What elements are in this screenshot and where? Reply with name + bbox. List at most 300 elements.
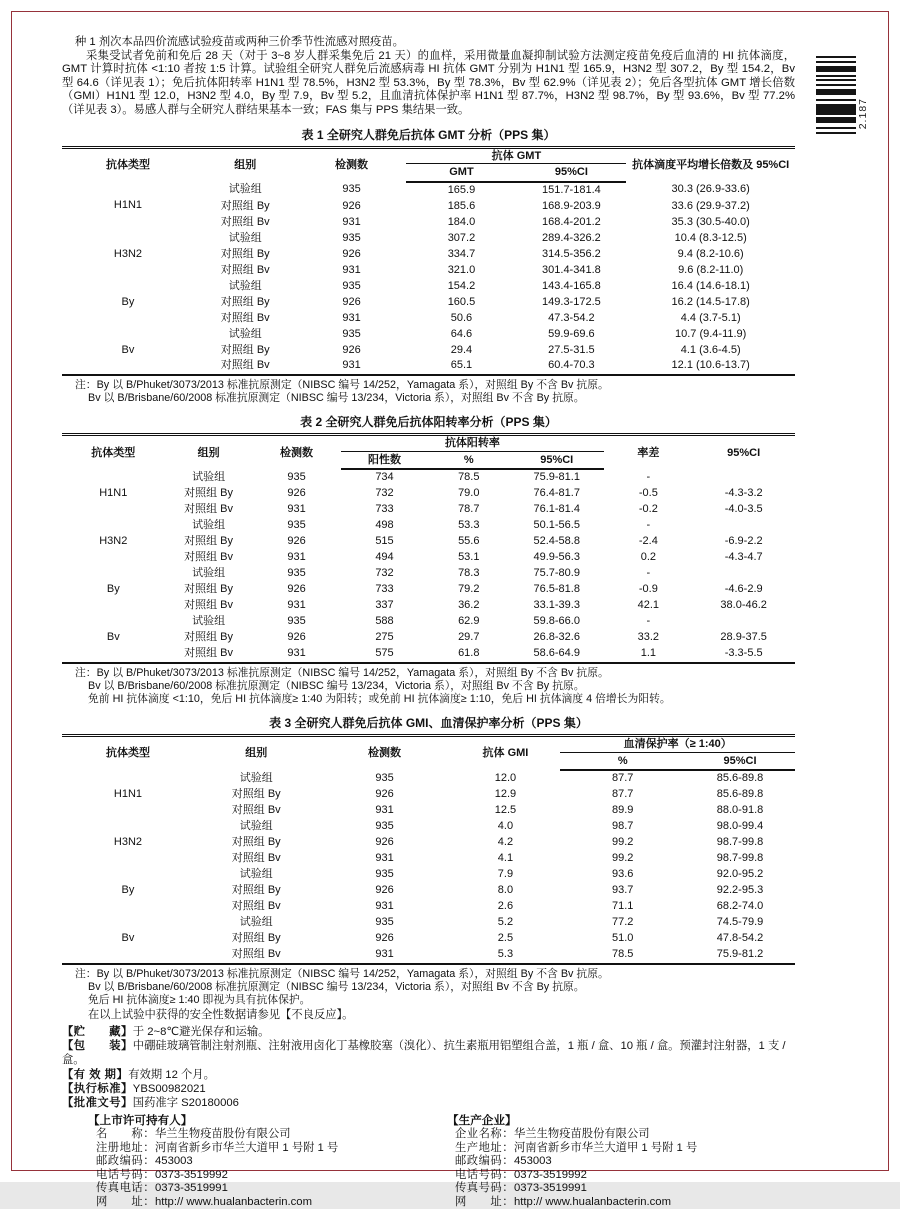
data-cell: 8.0 (497, 884, 514, 897)
label-value-line (88, 1142, 447, 1156)
data-cell: 289.4-326.2 (542, 231, 601, 244)
line-label: 邮政编码： (455, 1155, 514, 1168)
data-cell: 5.3 (497, 948, 514, 961)
label-value-line (447, 1182, 795, 1196)
data-cell: 36.2 (458, 599, 480, 612)
data-cell: 75.7-80.9 (533, 567, 580, 580)
data-cell: 对照组 By (184, 487, 234, 500)
data-cell: 对照组 By (231, 788, 281, 801)
data-cell: 931 (287, 503, 306, 516)
data-cell: 对照组 Bv (184, 647, 234, 660)
line-label: 网 址： (96, 1195, 155, 1208)
table3-block (62, 714, 795, 1007)
data-cell: 515 (375, 535, 394, 548)
barcode-bar (816, 89, 856, 95)
data-cell: 732 (375, 487, 394, 500)
data-cell: 935 (375, 820, 394, 833)
line-label: 【执行标准】 (62, 1082, 133, 1095)
data-cell: 试验组 (192, 519, 226, 532)
table-row (62, 582, 795, 598)
data-cell (692, 518, 795, 534)
label-value-line (62, 1039, 795, 1067)
note-line: 注：By 以 B/Phuket/3073/2013 标准抗原测定（NIBSC 编号 14/252，Yamagata 系），对照组 By 不含 Bv 抗原。 (75, 667, 609, 680)
data-cell: 4.0 (497, 820, 514, 833)
barcode (816, 56, 869, 134)
data-cell: 12.9 (494, 788, 517, 801)
data-cell: 98.0-99.4 (716, 820, 764, 833)
col-header-percent: % (428, 451, 509, 469)
data-cell: 151.7-181.4 (542, 183, 601, 196)
label-value-line (88, 1182, 447, 1196)
data-cell: -0.5 (638, 487, 658, 500)
table-row (62, 231, 795, 247)
line-value: 0373-3519992 (514, 1168, 587, 1181)
data-cell: 76.4-81.7 (533, 487, 580, 500)
data-cell: 49.9-56.3 (533, 551, 580, 564)
data-cell: 85.6-89.8 (716, 788, 764, 801)
data-cell: 275 (375, 631, 394, 644)
data-cell: 52.4-58.8 (533, 535, 580, 548)
line-label: 注册地址： (96, 1141, 155, 1154)
barcode-bar (816, 99, 856, 101)
line-label: 网 址： (455, 1195, 514, 1208)
data-cell: 35.3 (30.5-40.0) (671, 215, 750, 228)
antibody-type-cell: H1N1 (99, 486, 128, 499)
data-cell: 184.0 (447, 215, 476, 228)
label-value-line (62, 1096, 795, 1110)
data-cell: - (646, 567, 651, 580)
data-cell: 185.6 (447, 199, 476, 212)
data-cell: 931 (342, 215, 361, 228)
data-cell: 对照组 Bv (220, 359, 270, 372)
col-header-ci: 95%CI (516, 164, 626, 182)
data-cell: 79.2 (458, 583, 480, 596)
data-cell: 2.6 (497, 900, 514, 913)
licensee-title: 【上市许可持有人】 (88, 1114, 193, 1128)
data-cell: 76.5-81.8 (533, 583, 580, 596)
document-content (62, 36, 795, 1209)
line-value: 0373-3519992 (155, 1168, 228, 1181)
col-header-tested: 检测数 (335, 158, 369, 171)
data-cell: 931 (342, 311, 361, 324)
col-header-ci: 95%CI (685, 752, 795, 770)
line-value: http:// www.hualanbacterin.com (514, 1195, 671, 1208)
data-cell: -6.9-2.2 (724, 535, 763, 548)
barcode-bar (816, 132, 856, 134)
data-cell: 314.5-356.2 (542, 247, 601, 260)
table-row (62, 770, 795, 787)
table-row (62, 182, 795, 199)
table2-title: 表 2 全研究人群免后抗体阳转率分析（PPS 集） (300, 415, 557, 430)
note-line: 免后 HI 抗体滴度≥ 1:40 即视为具有抗体保护。 (88, 994, 311, 1006)
table3-title: 表 3 全研究人群免后抗体 GMI、血清保护率分析（PPS 集） (269, 716, 588, 731)
note-line: 注：By 以 B/Phuket/3073/2013 标准抗原测定（NIBSC 编号 14/252，Yamagata 系），对照组 By 不含 Bv 抗原。 (75, 379, 609, 392)
data-cell: 7.9 (497, 868, 514, 881)
col-header-gmt: GMT (406, 164, 516, 182)
data-cell: 1.1 (640, 647, 656, 660)
antibody-type-cell: Bv (121, 932, 135, 945)
col-header-ci: 95%CI (509, 451, 604, 469)
table-row (62, 326, 795, 342)
table1-block (62, 126, 795, 406)
data-cell: 93.6 (612, 868, 634, 881)
line-value: http:// www.hualanbacterin.com (155, 1195, 312, 1208)
barcode-bar (816, 84, 856, 86)
barcode-bar (816, 104, 856, 115)
data-cell: 149.3-172.5 (542, 295, 601, 308)
data-cell: 16.4 (14.6-18.1) (671, 279, 750, 292)
data-cell: 74.5-79.9 (716, 916, 764, 929)
data-cell: 498 (375, 519, 394, 532)
data-cell: 30.3 (26.9-33.6) (671, 183, 750, 196)
table-row (62, 819, 795, 835)
antibody-type-cell: Bv (121, 343, 135, 356)
data-cell: 734 (375, 471, 394, 484)
barcode-bar (816, 61, 856, 63)
line-value: 河南省新乡市华兰大道甲 1 号附 1 号 (514, 1141, 698, 1154)
data-cell: -3.3-5.5 (724, 647, 763, 660)
data-cell: 168.4-201.2 (542, 215, 601, 228)
data-cell: 12.5 (494, 804, 517, 817)
data-cell: 试验组 (192, 615, 226, 628)
line-label: 传真电话： (96, 1182, 155, 1195)
data-cell: 对照组 By (220, 343, 270, 356)
table3-gmi-seroprotection (62, 734, 795, 965)
data-cell: 试验组 (228, 183, 262, 196)
data-cell: 935 (287, 470, 306, 483)
data-cell: 926 (342, 247, 361, 260)
line-label: 生产地址： (455, 1141, 514, 1154)
data-cell: -4.6-2.9 (724, 583, 763, 596)
data-cell: 926 (342, 295, 361, 308)
data-cell: - (646, 615, 651, 628)
antibody-type-cell: By (121, 884, 135, 897)
data-cell: 926 (342, 343, 361, 356)
line-label: 企业名称： (455, 1128, 514, 1141)
data-cell: 98.7-99.8 (716, 836, 764, 849)
manufacturer-contacts (447, 1128, 795, 1209)
col-header-antibody-gmt: 抗体 GMT (406, 147, 626, 164)
data-cell: 对照组 By (184, 535, 234, 548)
table1-title: 表 1 全研究人群免后抗体 GMT 分析（PPS 集） (301, 127, 556, 142)
antibody-type-cell: H3N2 (113, 247, 143, 260)
table2-notes (62, 667, 795, 706)
table1-notes (62, 379, 795, 405)
data-cell: 33.6 (29.9-37.2) (671, 199, 750, 212)
data-cell: 9.6 (8.2-11.0) (678, 263, 744, 276)
data-cell: 对照组 Bv (220, 311, 270, 324)
data-cell: 42.1 (637, 599, 660, 612)
barcode-bars (816, 56, 856, 134)
table-row (62, 630, 795, 646)
col-header-ci2: 95%CI (727, 446, 761, 459)
licensee-block (62, 1113, 447, 1209)
line-value: 于 2~8℃避光保存和运输。 (132, 1026, 270, 1038)
data-cell: 77.2 (612, 916, 634, 929)
data-cell: 71.1 (612, 900, 634, 913)
data-cell: 对照组 By (220, 295, 270, 308)
data-cell: 926 (375, 788, 394, 801)
data-cell: 165.9 (447, 183, 476, 196)
data-cell (692, 469, 795, 486)
note-line: 免前 HI 抗体滴度 <1:10，免后 HI 抗体滴度≥ 1:40 为阳转；或免前 HI 抗体滴度≥ 1:10，免后 HI 抗体滴度 4 倍增长为阳转。 (88, 693, 671, 706)
data-cell: 28.9-37.5 (720, 631, 767, 644)
table3-notes (62, 968, 795, 1007)
col-header-antibody-type: 抗体类型 (91, 446, 136, 459)
company-columns (62, 1113, 795, 1209)
data-cell: 935 (287, 615, 306, 628)
data-cell: 92.2-95.3 (716, 884, 764, 897)
data-cell: 301.4-341.8 (542, 263, 601, 276)
note-line: Bv 以 B/Brisbane/60/2008 标准抗原测定（NIBSC 编号 13/234，Victoria 系），对照组 Bv 不含 By 抗原。 (88, 680, 585, 693)
data-cell: 4.4 (3.7-5.1) (680, 311, 741, 324)
data-cell: 926 (375, 836, 394, 849)
data-cell: 78.3 (458, 567, 480, 580)
data-cell: 926 (342, 199, 361, 212)
intro-paragraph-2: 采集受试者免前和免后 28 天（对于 3~8 岁人群采集免后 21 天）的血样，采用微量血凝抑制试验方法测定疫苗免疫后血清的 HI 抗体滴度，GMT 计算时抗体 <1:10 者按 1:5 计算。试验组全研究人群免后流感病毒 HI 抗体 GMT 分别为 H1N1 型 165.9，H3N2 型 307.2，By 型 154.2，Bv 型 64.6（详见表 1）；免后抗体阳转率 H1N1 型 78.5%，H3N2 型 53.3%，By 型 78.3%，Bv 型 62.9%（详见表 2）；免后各型抗体 GMT 增长倍数（GMI）H1N1 型 12.0，H3N2 型 4.0，By 型 7.9，Bv 型 5.2，且血清抗体保护率 H1N1 型 87.7%，H3N2 型 98.7%，By 型 93.6%，Bv 型 77.2%（详见表 3）。易感人群与全研究人群结果基本一致；FAS 集与 PPS 集结果一致。 (62, 49, 795, 116)
data-cell: 试验组 (192, 470, 226, 483)
data-cell: 50.6 (450, 311, 473, 324)
line-value: 有效期 12 个月。 (128, 1068, 215, 1081)
data-cell: 935 (287, 519, 306, 532)
table-row (62, 867, 795, 883)
data-cell: 12.1 (10.6-13.7) (671, 359, 750, 372)
table1-gmt (62, 146, 795, 377)
data-cell: 931 (375, 852, 394, 865)
data-cell: 321.0 (447, 263, 476, 276)
note-line: Bv 以 B/Brisbane/60/2008 标准抗原测定（NIBSC 编号 13/234，Victoria 系），对照组 Bv 不含 By 抗原。 (88, 981, 585, 993)
data-cell: 926 (287, 583, 306, 596)
data-cell: 935 (375, 916, 394, 929)
data-cell: 926 (287, 631, 306, 644)
line-value: 0373-3519991 (514, 1182, 587, 1195)
table-row (62, 614, 795, 630)
table2-block (62, 413, 795, 706)
data-cell: 对照组 Bv (184, 503, 234, 516)
data-cell: 98.7 (612, 820, 634, 833)
data-cell: 53.1 (458, 551, 480, 564)
data-cell: 10.7 (9.4-11.9) (675, 327, 747, 340)
data-cell: 78.5 (458, 471, 480, 484)
intro-paragraph-1: 种 1 剂次本品四价流感试验疫苗或两种三价季节性流感对照疫苗。 (75, 36, 404, 48)
label-value-line (88, 1169, 447, 1183)
data-cell: 59.8-66.0 (533, 615, 580, 628)
data-cell: 59.9-69.6 (548, 327, 595, 340)
data-cell: 931 (375, 948, 394, 961)
antibody-type-cell: H1N1 (113, 199, 143, 212)
data-cell: 494 (375, 551, 394, 564)
data-cell: 26.8-32.6 (533, 631, 580, 644)
line-value: 国药准字 S20180006 (132, 1097, 239, 1110)
info-sections (62, 1025, 795, 1110)
data-cell: 76.1-81.4 (533, 503, 580, 516)
data-cell: 575 (375, 647, 394, 660)
data-cell: 试验组 (239, 916, 273, 929)
data-cell: 99.2 (612, 852, 634, 865)
line-label: 传真号码： (455, 1182, 514, 1195)
line-label: 【有 效 期】 (62, 1068, 129, 1081)
data-cell: 12.0 (494, 771, 517, 784)
data-cell: 75.9-81.2 (716, 948, 764, 961)
col-header-rate-diff: 率差 (637, 446, 660, 459)
data-cell: 926 (375, 932, 394, 945)
data-cell: 10.4 (8.3-12.5) (674, 231, 747, 244)
barcode-bar (816, 56, 856, 58)
data-cell: 对照组 Bv (220, 263, 270, 276)
line-value: 453003 (155, 1155, 193, 1168)
data-cell: 62.9 (458, 615, 480, 628)
col-header-percent: % (560, 752, 685, 770)
data-cell: 85.6-89.8 (716, 772, 764, 785)
data-cell: 931 (287, 647, 306, 660)
table-row (62, 598, 795, 614)
data-cell: 对照组 By (231, 932, 281, 945)
data-cell: 对照组 By (220, 247, 270, 260)
line-value: 华兰生物疫苗股份有限公司 (155, 1128, 291, 1141)
data-cell: 试验组 (192, 567, 226, 580)
data-cell: 对照组 Bv (231, 804, 281, 817)
line-label: 电话号码： (96, 1168, 155, 1181)
table-row (62, 469, 795, 486)
data-cell: - (646, 519, 651, 532)
col-header-group: 组别 (245, 747, 268, 760)
line-value: 中硼硅玻璃管制注射剂瓶、注射液用卤化丁基橡胶塞（溴化）、抗生素瓶用铝塑组合盖，1 瓶 / 盒、10 瓶 / 盒。预灌封注射器，1 支 / 盒。 (62, 1040, 786, 1067)
table-row (62, 518, 795, 534)
line-value: 华兰生物疫苗股份有限公司 (514, 1128, 650, 1141)
data-cell: 307.2 (447, 231, 476, 244)
data-cell: 4.1 (497, 852, 514, 865)
data-cell: 对照组 By (231, 884, 281, 897)
label-value-line (447, 1142, 795, 1156)
label-value-line (447, 1128, 795, 1142)
data-cell (692, 566, 795, 582)
data-cell: 334.7 (447, 247, 476, 260)
data-cell: 61.8 (458, 647, 480, 660)
data-cell: 27.5-31.5 (548, 343, 595, 356)
label-value-line (62, 1025, 795, 1039)
data-cell: 931 (375, 804, 394, 817)
data-cell: 931 (375, 900, 394, 913)
table-row (62, 550, 795, 566)
data-cell: 931 (342, 263, 361, 276)
data-cell: 337 (375, 599, 394, 612)
data-cell (692, 614, 795, 630)
data-cell: 78.7 (458, 503, 480, 516)
line-value: 0373-3519991 (155, 1182, 228, 1195)
data-cell: 对照组 Bv (231, 852, 281, 865)
barcode-bar (816, 79, 856, 81)
antibody-type-cell: By (121, 295, 135, 308)
data-cell: 4.2 (497, 836, 514, 849)
data-cell: 对照组 By (184, 583, 234, 596)
table-row (62, 646, 795, 663)
data-cell: 935 (342, 279, 361, 292)
data-cell: 931 (287, 599, 306, 612)
antibody-type-cell: By (106, 583, 120, 596)
table-row (62, 278, 795, 294)
data-cell: -0.2 (638, 503, 658, 516)
data-cell: 935 (287, 567, 306, 580)
licensee-contacts (88, 1128, 447, 1209)
data-cell: 926 (287, 487, 306, 500)
col-header-positive: 阳性数 (341, 451, 429, 469)
data-cell: 29.4 (450, 343, 473, 356)
table-row (62, 915, 795, 931)
data-cell: 168.9-203.9 (542, 199, 601, 212)
data-cell: 试验组 (239, 868, 273, 881)
data-cell: 2.5 (497, 932, 514, 945)
manufacturer-block (447, 1113, 795, 1209)
data-cell: 33.1-39.3 (533, 599, 580, 612)
data-cell: 79.0 (458, 487, 480, 500)
data-cell: 935 (342, 327, 361, 340)
data-cell: 5.2 (497, 916, 514, 929)
note-line: 注：By 以 B/Phuket/3073/2013 标准抗原测定（NIBSC 编号 14/252，Yamagata 系），对照组 By 不含 Bv 抗原。 (75, 968, 609, 980)
antibody-type-cell: H3N2 (99, 535, 128, 548)
table-row (62, 486, 795, 502)
data-cell: 29.7 (458, 631, 480, 644)
col-header-group: 组别 (197, 446, 220, 459)
data-cell: 对照组 By (231, 836, 281, 849)
data-cell: 试验组 (239, 771, 273, 784)
data-cell: -2.4 (638, 535, 658, 548)
data-cell: 50.1-56.5 (533, 519, 580, 532)
label-value-line (88, 1196, 447, 1209)
col-header-fold-increase: 抗体滴度平均增长倍数及 95%CI (632, 158, 790, 171)
antibody-type-cell: H3N2 (113, 836, 143, 849)
data-cell: 对照组 Bv (231, 900, 281, 913)
data-cell: 93.7 (612, 884, 634, 897)
data-cell: - (646, 470, 651, 483)
label-value-line (62, 1082, 795, 1096)
manufacturer-title: 【生产企业】 (447, 1114, 517, 1128)
label-value-line (88, 1128, 447, 1142)
table-row (62, 534, 795, 550)
data-cell: 98.7-99.8 (716, 852, 764, 865)
label-value-line (447, 1169, 795, 1183)
data-cell: 试验组 (228, 327, 262, 340)
data-cell: 935 (375, 771, 394, 784)
col-header-antibody-type: 抗体类型 (105, 747, 150, 760)
data-cell: 733 (375, 583, 394, 596)
col-header-seroprotection-rate: 血清保护率（≥ 1:40） (560, 736, 795, 753)
data-cell: 55.6 (458, 535, 480, 548)
data-cell: 75.9-81.1 (533, 471, 580, 484)
data-cell: 87.7 (612, 772, 634, 785)
col-header-tested: 检测数 (280, 446, 314, 459)
data-cell: 对照组 Bv (220, 215, 270, 228)
data-cell: 935 (342, 183, 361, 196)
data-cell: 对照组 Bv (184, 599, 234, 612)
line-label: 名 称： (96, 1128, 155, 1141)
data-cell: 16.2 (14.5-17.8) (671, 295, 750, 308)
label-value-line (88, 1155, 447, 1169)
line-label: 电话号码： (455, 1168, 514, 1181)
label-value-line (447, 1196, 795, 1209)
col-header-tested: 检测数 (368, 747, 402, 760)
barcode-label: 2.187 (857, 98, 869, 130)
data-cell: -0.9 (638, 583, 658, 596)
table2-seroconversion (62, 433, 795, 664)
data-cell: 732 (375, 567, 394, 580)
data-cell: 33.2 (637, 631, 660, 644)
line-value: 河南省新乡市华兰大道甲 1 号附 1 号 (155, 1141, 339, 1154)
data-cell: -4.3-4.7 (724, 551, 763, 564)
barcode-bar (816, 66, 856, 72)
line-value: YBS00982021 (132, 1082, 206, 1095)
data-cell: 试验组 (228, 231, 262, 244)
data-cell: 588 (375, 615, 394, 628)
